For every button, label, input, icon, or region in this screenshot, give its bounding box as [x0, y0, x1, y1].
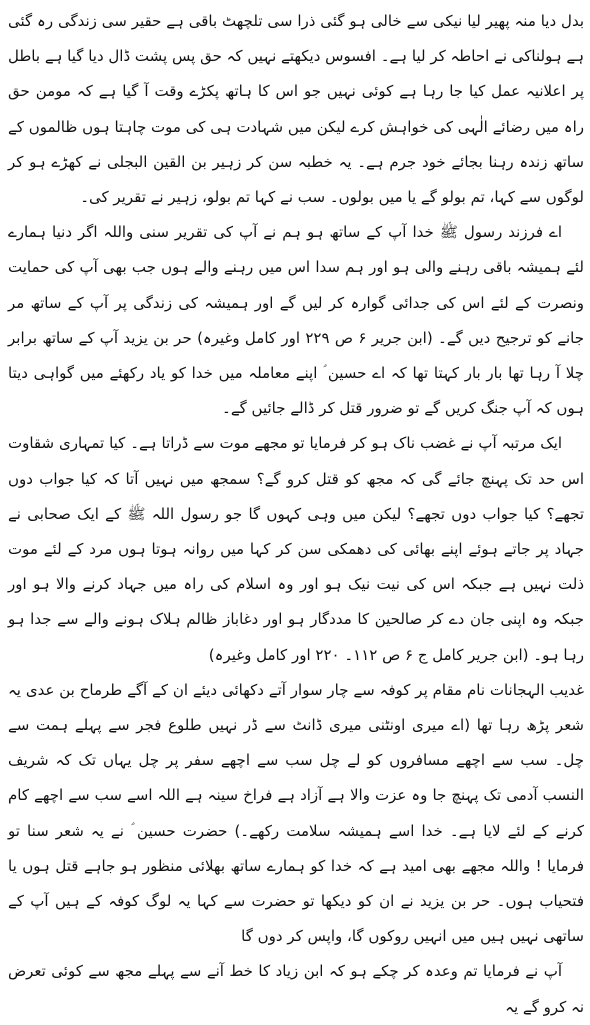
paragraph-response-to-son-of-prophet: اے فرزند رسول ﷺ خدا آپ کے ساتھ ہو ہم نے آپ کی تقریر سنی واللہ اگر دنیا ہمارے لئے ہمیشہ باقی رہنے والی ہو اور ہم سدا اس میں رہنے والے ہوں جب بھی آپ کی حمایت ونصرت کے لئے اس کی جدائی گوارہ کر لیں گے اور ہمیشہ کی زندگی پر آپ کے ساتھ مر جانے کو ترجیح دیں گے۔ (ابن جریر ۶ ص ۲۲۹ اور کامل وغیرہ) حر بن یزید آپ کے ساتھ برابر چلا آ رہا تھا بار بار کہتا تھا کہ اے حسین ؑ اپنے معاملہ میں خدا کو یاد رکھئے میں گواہی دیتا ہوں کہ آپ جنگ کریں گے تو ضرور قتل کر ڈالے جائیں گے۔	[8, 223, 584, 418]
paragraph-tirimmah-poem: غدیب الہجانات نام مقام پر کوفہ سے چار سوار آتے دکھائی دیئے ان کے آگے طرماح بن عدی یہ شعر پڑھ رہا تھا (اے میری اونٹنی میری ڈانٹ سے ڈر نہیں طلوع فجر سے پہلے ہمت سے چل۔ سب سے اچھے مسافروں کو لے چل سب سے اچھے سفر پر چل یہاں تک کہ شریف النسب آدمی تک پہنچ جا وہ عزت والا ہے آزاد ہے فراخ سینہ ہے اللہ اسے سب سے اچھے کام کرنے کے لئے لایا ہے۔ خدا اسے ہمیشہ سلامت رکھے۔) حضرت حسین ؑ نے یہ شعر سنا تو فرمایا ! واللہ مجھے بھی امید ہے کہ خدا کو ہمارے ساتھ بھلائی منظور ہو جاہے قتل ہوں یا فتحیاب ہوں۔ حر بن یزید نے ان کو دیکھا تو حضرت سے کہا یہ لوگ کوفہ کے ہیں آپ کے ساتھی نہیں ہیں میں انہیں روکوں گا، واپس کر دوں گا	[8, 680, 584, 946]
paragraph-zuhair-speech: بدل دیا منہ پھیر لیا نیکی سے خالی ہو گئی ذرا سی تلچھٹ باقی ہے حقیر سی زندگی رہ گئی ہے ہولناکی نے احاطہ کر لیا ہے۔ افسوس دیکھتے نہیں کہ حق پس پشت ڈال دیا گیا ہے باطل پر اعلانیہ عمل کیا جا رہا ہے کوئی نہیں جو اس کا ہاتھ پکڑے وقت آ گیا ہے کہ مومن حق راہ میں رضائے الٰہی کی خواہش کرے لیکن میں شہادت ہی کی موت چاہتا ہوں ظالموں کے ساتھ زندہ رہنا بجائے خود جرم ہے۔ یہ خطبہ سن کر زہیر بن القین البجلی نے کھڑے ہو کر لوگوں سے کہا، تم بولو گے یا میں بولوں۔ سب نے کہا تم بولو، زہیر نے تقریر کی۔	[8, 12, 584, 207]
paragraph-angry-reply: ایک مرتبہ آپ نے غضب ناک ہو کر فرمایا تو مجھے موت سے ڈراتا ہے۔ کیا تمہاری شقاوت اس حد تک پہنچ جائے گی کہ مجھ کو قتل کرو گے؟ سمجھ میں نہیں آتا کہ کیا جواب دوں تجھے؟ کیا جواب دوں تجھے؟ لیکن میں وہی کہوں گا جو رسول اللہ ﷺ کے ایک صحابی نے جہاد پر جاتے ہوئے اپنے بھائی کی دھمکی سن کر کہا میں روانہ ہوتا ہوں مرد کے لئے موت ذلت نہیں ہے جبکہ اس کی نیت نیک ہو اور وہ اسلام کی راہ میں جہاد کرنے والا ہو اور جبکہ وہ اپنی جان دے کر صالحین کا مددگار ہو اور دغاباز ظالم ہلاک ہونے والے سے جدا ہو رہا ہو۔ (ابن جریر کامل ج ۶ ص ۱۱۲۔ ۲۲۰ اور کامل وغیرہ)	[8, 434, 584, 664]
paragraph-promise-ibn-ziyad: آپ نے فرمایا تم وعدہ کر چکے ہو کہ ابن زیاد کا خط آنے سے پہلے مجھ سے کوئی تعرض نہ کرو گے یہ	[8, 962, 584, 1016]
